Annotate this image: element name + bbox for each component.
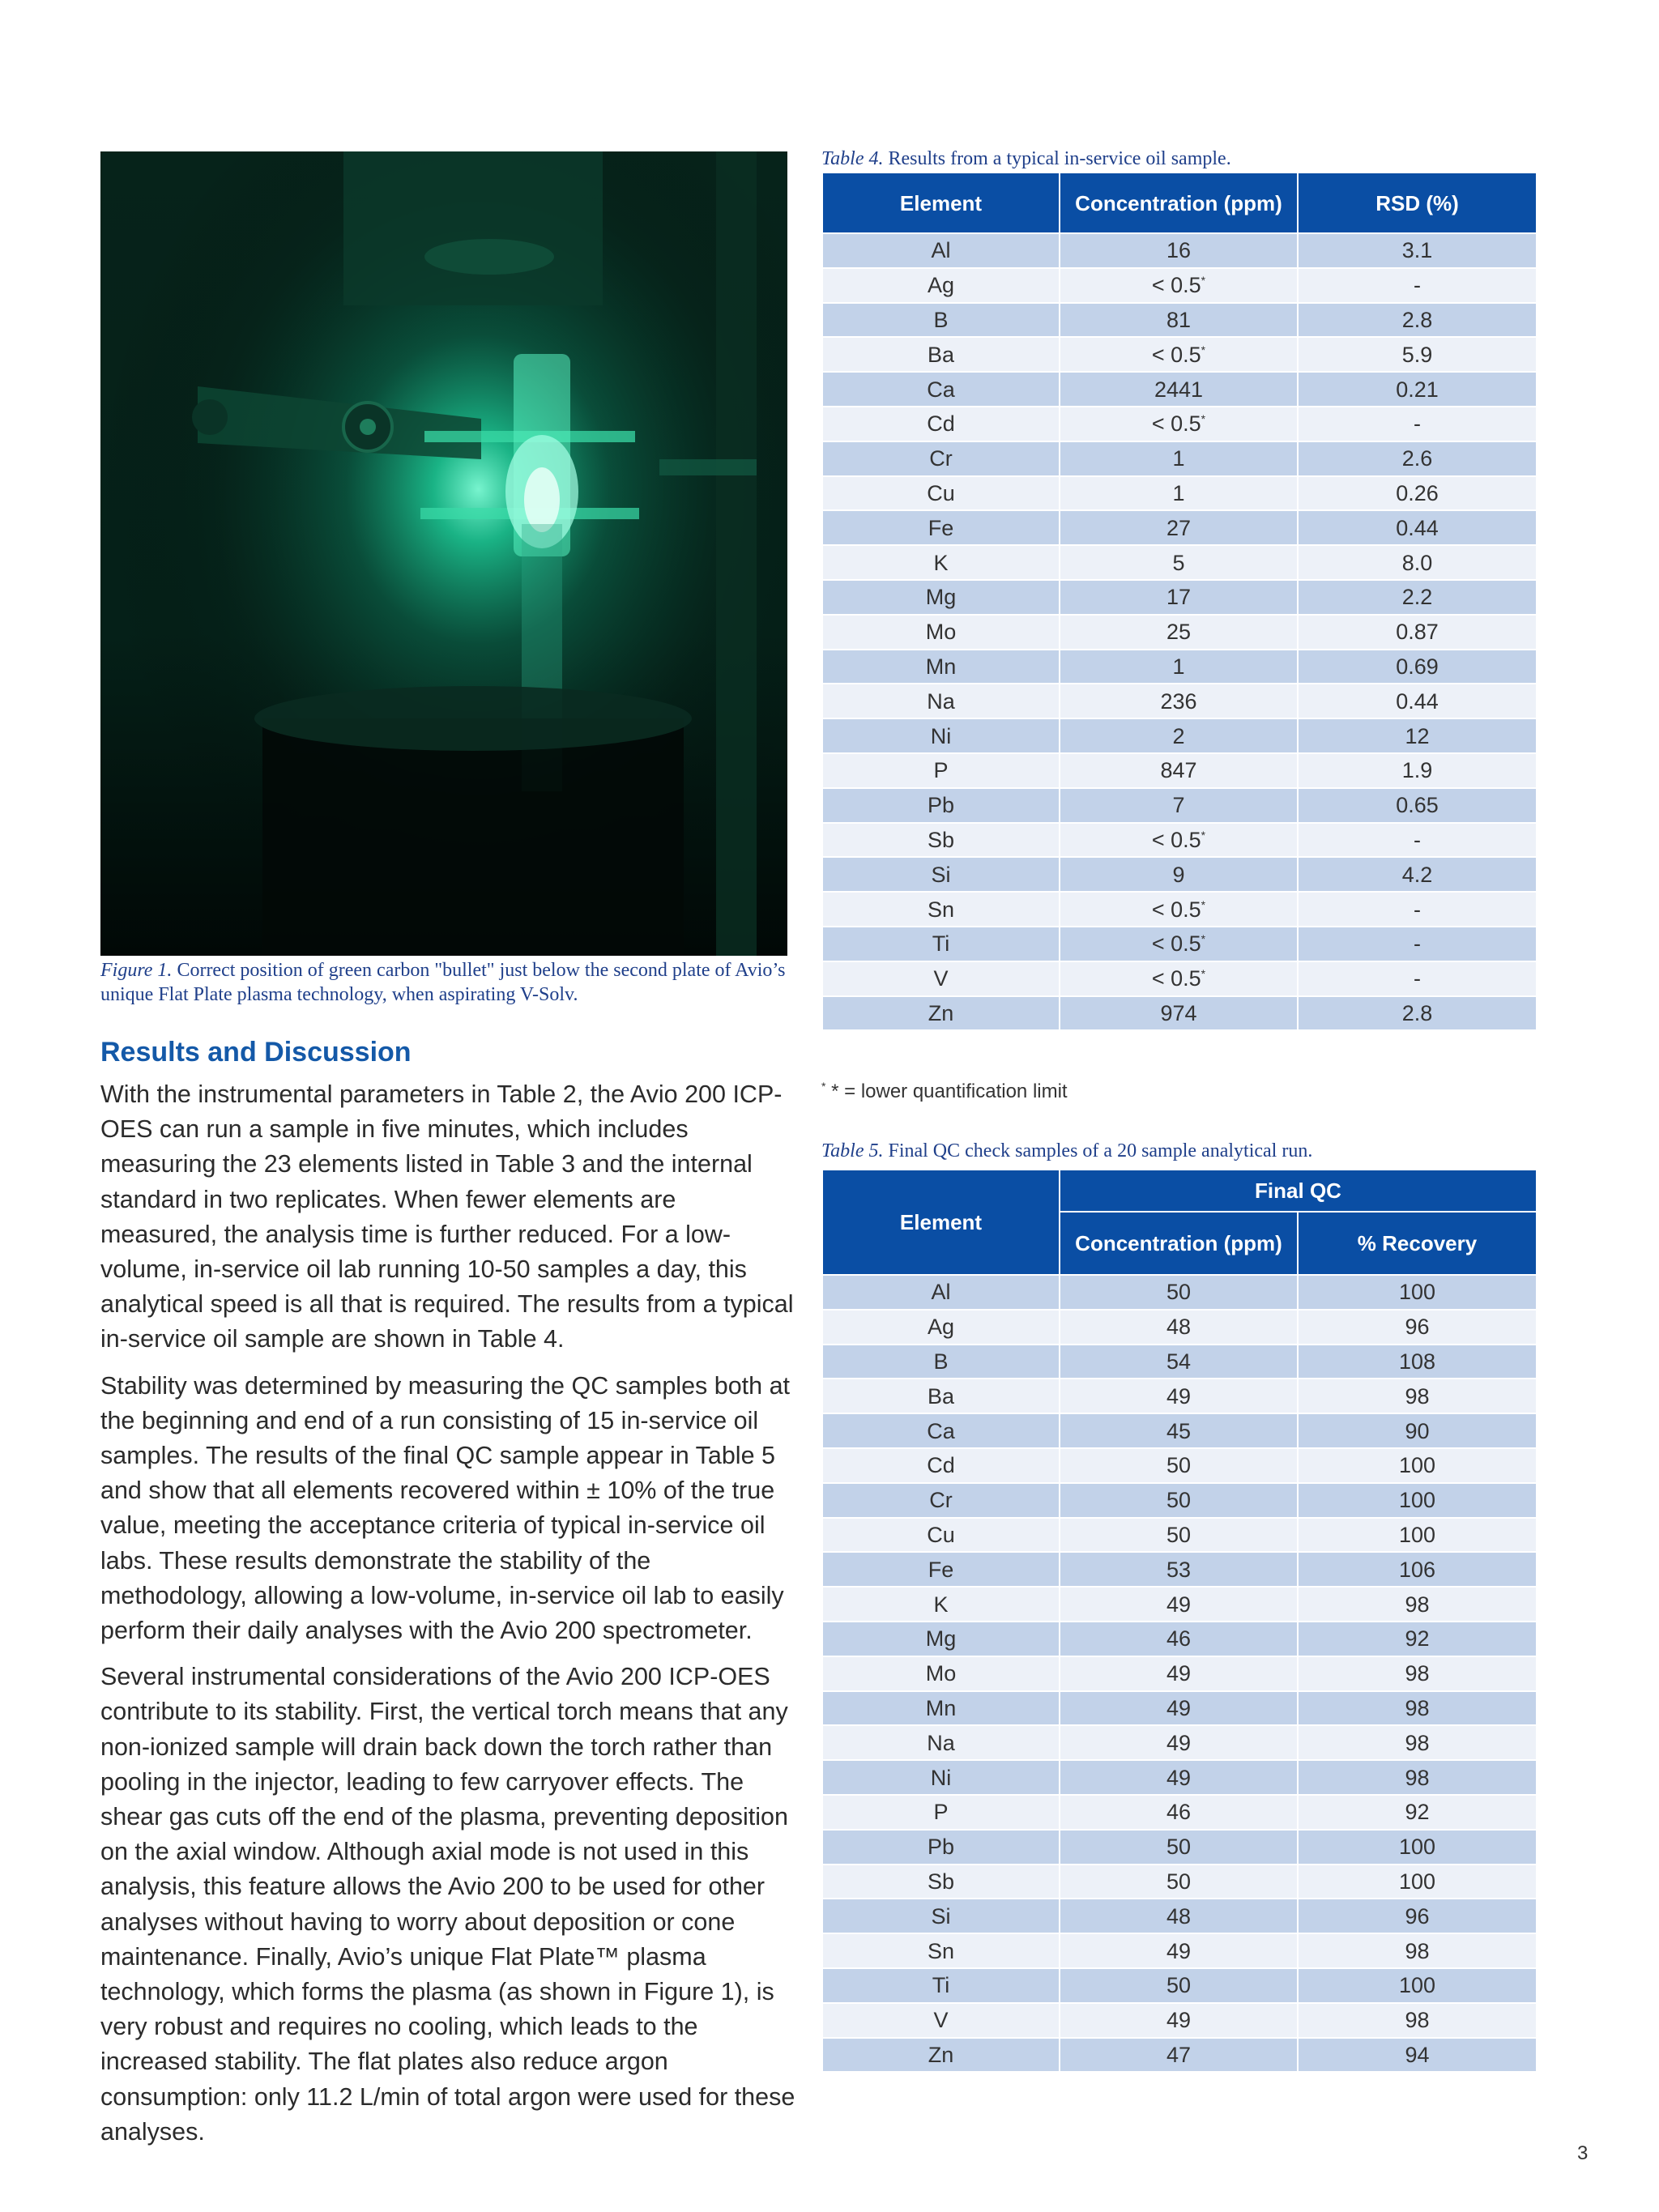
table-cell: Mn xyxy=(822,650,1060,684)
table-cell: 50 xyxy=(1060,1518,1298,1553)
table-cell: Cd xyxy=(822,1448,1060,1483)
table-row xyxy=(822,1795,1537,1830)
table-cell: 5.9 xyxy=(1298,337,1537,372)
table-cell: 50 xyxy=(1060,1448,1298,1483)
table-cell: V xyxy=(822,961,1060,996)
figure-1-caption-text: Correct position of green carbon "bullet" just below the second plate of Avio’s unique Flat Plate plasma technology, when aspirating V-Solv. xyxy=(100,960,786,1005)
table-4-header-element: Element xyxy=(822,173,1060,233)
table-row xyxy=(822,372,1537,407)
table-cell: Sb xyxy=(822,1865,1060,1899)
table-row xyxy=(822,615,1537,650)
table-cell: Ca xyxy=(822,1413,1060,1448)
table-row xyxy=(822,1310,1537,1345)
table-cell: - xyxy=(1298,892,1537,927)
table-cell: 100 xyxy=(1298,1275,1537,1310)
table-4-header-concentration: Concentration (ppm) xyxy=(1060,173,1298,233)
table-4-caption xyxy=(821,147,1231,171)
table-cell: 7 xyxy=(1060,788,1298,823)
table-row xyxy=(822,545,1537,580)
table-cell: Fe xyxy=(822,1552,1060,1587)
table-5-body xyxy=(822,1275,1537,2072)
table-cell: 17 xyxy=(1060,580,1298,615)
table-cell: 1.9 xyxy=(1298,753,1537,788)
table-5-caption-label: Table 5. xyxy=(821,1140,884,1161)
table-cell: 5 xyxy=(1060,545,1298,580)
table-cell: 106 xyxy=(1298,1552,1537,1587)
table-cell: 49 xyxy=(1060,1656,1298,1691)
table-cell: K xyxy=(822,1587,1060,1622)
table-cell: 2 xyxy=(1060,718,1298,753)
table-4-caption-label: Table 4. xyxy=(821,148,884,169)
table-cell: P xyxy=(822,1795,1060,1830)
table-cell: 46 xyxy=(1060,1795,1298,1830)
paragraph: Stability was determined by measuring the QC samples both at the beginning and end of a run consisting of 15 in-service oil samples. The results of the final QC sample appear in Table 5 and show that all elements recovered within ± 10% of the true value, meeting the acceptance criteria of typical in-service oil labs. These results demonstrate the stability of the methodology, allowing a low-volume, in-service oil lab to easily perform their daily analyses with the Avio 200 spectrometer. xyxy=(100,1371,791,1645)
table-cell: 53 xyxy=(1060,1552,1298,1587)
table-cell: 47 xyxy=(1060,2038,1298,2073)
table-row xyxy=(822,1968,1537,2003)
table-row xyxy=(822,1413,1537,1448)
figure-1-caption xyxy=(100,958,787,1007)
table-row xyxy=(822,1345,1537,1379)
table-cell: 49 xyxy=(1060,1379,1298,1413)
table-cell: B xyxy=(822,1345,1060,1379)
figure-1-caption-label: Figure 1. xyxy=(100,960,173,981)
table-cell: Sn xyxy=(822,1933,1060,1968)
table-cell: < 0.5* xyxy=(1060,268,1298,303)
table-cell: 49 xyxy=(1060,1691,1298,1726)
table-row xyxy=(822,1760,1537,1795)
table-cell: 25 xyxy=(1060,615,1298,650)
table-cell: Pb xyxy=(822,1830,1060,1865)
table-cell: 2.2 xyxy=(1298,580,1537,615)
table-row xyxy=(822,823,1537,858)
table-cell: Ni xyxy=(822,718,1060,753)
table-cell: Ti xyxy=(822,1968,1060,2003)
table-cell: Pb xyxy=(822,788,1060,823)
table-cell: Sb xyxy=(822,823,1060,858)
paragraph: Several instrumental considerations of the Avio 200 ICP-OES contribute to its stability. First, the vertical torch means that any non-ionized sample will drain back down the torch rather than pooling in the injector, leading to few carryover effects. The shear gas cuts off the end of the plasma, preventing deposition on the axial window. Although axial mode is not used in this analysis, this feature allows the Avio 200 to be used for other analyses without having to worry about deposition or cone maintenance. Finally, Avio’s unique Flat Plate™ plasma technology, which forms the plasma (as shown in Figure 1), is very robust and requires no cooling, which leads to the increased stability. The flat plates also reduce argon consumption: only 11.2 L/min of total argon were used for these analyses. xyxy=(100,1663,795,2146)
table-4 xyxy=(821,172,1537,1031)
table-cell: Mg xyxy=(822,580,1060,615)
table-cell: 100 xyxy=(1298,1830,1537,1865)
table-cell: Ca xyxy=(822,372,1060,407)
table-cell: 236 xyxy=(1060,684,1298,718)
table-cell: 50 xyxy=(1060,1275,1298,1310)
table-row xyxy=(822,268,1537,303)
table-cell: 50 xyxy=(1060,1865,1298,1899)
table-5-header-concentration: Concentration (ppm) xyxy=(1060,1212,1298,1275)
table-cell: 1 xyxy=(1060,476,1298,511)
table-cell: 9 xyxy=(1060,857,1298,892)
section-body xyxy=(100,1077,797,2161)
table-5-caption xyxy=(821,1139,1312,1163)
table-row xyxy=(822,510,1537,545)
table-cell: 2.6 xyxy=(1298,441,1537,476)
table-row xyxy=(822,753,1537,788)
table-row xyxy=(822,1656,1537,1691)
section-heading: Results and Discussion xyxy=(100,1037,412,1068)
table-cell: 98 xyxy=(1298,1933,1537,1968)
table-cell: Si xyxy=(822,1899,1060,1933)
table-cell: Ba xyxy=(822,337,1060,372)
table-row xyxy=(822,441,1537,476)
table-cell: - xyxy=(1298,823,1537,858)
table-row xyxy=(822,1552,1537,1587)
table-cell: Si xyxy=(822,857,1060,892)
table-row xyxy=(822,303,1537,338)
table-cell: Ba xyxy=(822,1379,1060,1413)
table-cell: 50 xyxy=(1060,1483,1298,1518)
table-cell: 50 xyxy=(1060,1968,1298,2003)
table-row xyxy=(822,1865,1537,1899)
table-4-caption-text: Results from a typical in-service oil sample. xyxy=(888,148,1231,169)
table-row xyxy=(822,961,1537,996)
table-row xyxy=(822,337,1537,372)
table-cell: 0.21 xyxy=(1298,372,1537,407)
figure-1-photo xyxy=(100,151,787,956)
table-cell: P xyxy=(822,753,1060,788)
table-cell: 0.65 xyxy=(1298,788,1537,823)
table-row xyxy=(822,1725,1537,1760)
table-cell: Na xyxy=(822,684,1060,718)
table-row xyxy=(822,233,1537,268)
table-row xyxy=(822,1899,1537,1933)
table-cell: - xyxy=(1298,961,1537,996)
table-cell: Ag xyxy=(822,268,1060,303)
table-cell: 3.1 xyxy=(1298,233,1537,268)
table-cell: Mo xyxy=(822,1656,1060,1691)
table-row xyxy=(822,1933,1537,1968)
table-cell: 16 xyxy=(1060,233,1298,268)
table-cell: 45 xyxy=(1060,1413,1298,1448)
table-cell: 2.8 xyxy=(1298,996,1537,1031)
table-cell: Cr xyxy=(822,441,1060,476)
table-row xyxy=(822,718,1537,753)
table-cell: 49 xyxy=(1060,1587,1298,1622)
table-cell: - xyxy=(1298,268,1537,303)
table-cell: 2.8 xyxy=(1298,303,1537,338)
table-cell: 50 xyxy=(1060,1830,1298,1865)
table-cell: < 0.5* xyxy=(1060,961,1298,996)
table-cell: < 0.5* xyxy=(1060,927,1298,961)
table-row xyxy=(822,684,1537,718)
table-row xyxy=(822,1483,1537,1518)
table-row xyxy=(822,476,1537,511)
table-4-body xyxy=(822,233,1537,1030)
table-cell: 847 xyxy=(1060,753,1298,788)
table-cell: 49 xyxy=(1060,1933,1298,1968)
table-cell: 49 xyxy=(1060,1760,1298,1795)
table-cell: 0.44 xyxy=(1298,510,1537,545)
table-cell: Fe xyxy=(822,510,1060,545)
table-cell: Cd xyxy=(822,407,1060,441)
table-cell: 90 xyxy=(1298,1413,1537,1448)
paragraph: With the instrumental parameters in Table 2, the Avio 200 ICP-OES can run a sample in five minutes, which includes measuring the 23 elements listed in Table 3 and the internal standard in two replicates. When fewer elements are measured, the analysis time is further reduced. For a low-volume, in-service oil lab running 10-50 samples a day, this analytical speed is all that is required. The results from a typical in-service oil sample are shown in Table 4. xyxy=(100,1080,794,1353)
table-cell: Al xyxy=(822,1275,1060,1310)
table-cell: 46 xyxy=(1060,1622,1298,1656)
table-cell: Cr xyxy=(822,1483,1060,1518)
table-cell: < 0.5* xyxy=(1060,407,1298,441)
table-cell: < 0.5* xyxy=(1060,892,1298,927)
table-cell: Mn xyxy=(822,1691,1060,1726)
table-cell: Al xyxy=(822,233,1060,268)
table-4-footnote: * * = lower quantification limit xyxy=(821,1080,1068,1102)
table-cell: 98 xyxy=(1298,1379,1537,1413)
table-cell: 974 xyxy=(1060,996,1298,1031)
table-cell: 100 xyxy=(1298,1865,1537,1899)
table-cell: 98 xyxy=(1298,2003,1537,2038)
table-row xyxy=(822,996,1537,1031)
table-row xyxy=(822,1379,1537,1413)
table-row xyxy=(822,1622,1537,1656)
table-cell: 2441 xyxy=(1060,372,1298,407)
table-cell: V xyxy=(822,2003,1060,2038)
table-row xyxy=(822,580,1537,615)
table-cell: 49 xyxy=(1060,1725,1298,1760)
table-cell: 49 xyxy=(1060,2003,1298,2038)
table-cell: Zn xyxy=(822,2038,1060,2073)
table-cell: 1 xyxy=(1060,650,1298,684)
plasma-torch-image xyxy=(100,151,787,956)
table-row xyxy=(822,2038,1537,2073)
table-cell: Mo xyxy=(822,615,1060,650)
table-cell: - xyxy=(1298,927,1537,961)
table-row xyxy=(822,857,1537,892)
table-cell: 0.69 xyxy=(1298,650,1537,684)
table-row xyxy=(822,407,1537,441)
table-cell: 98 xyxy=(1298,1691,1537,1726)
table-4-footnote-text: * = lower quantification limit xyxy=(831,1080,1068,1102)
table-cell: 81 xyxy=(1060,303,1298,338)
table-5-header-group: Final QC xyxy=(1060,1170,1537,1212)
table-cell: 108 xyxy=(1298,1345,1537,1379)
table-row xyxy=(822,1830,1537,1865)
table-row xyxy=(822,1691,1537,1726)
table-row xyxy=(822,1518,1537,1553)
table-cell: 1 xyxy=(1060,441,1298,476)
table-row xyxy=(822,1587,1537,1622)
table-row xyxy=(822,788,1537,823)
table-5 xyxy=(821,1169,1537,2073)
table-row xyxy=(822,927,1537,961)
table-cell: - xyxy=(1298,407,1537,441)
table-cell: Mg xyxy=(822,1622,1060,1656)
table-cell: 48 xyxy=(1060,1899,1298,1933)
table-5-caption-text: Final QC check samples of a 20 sample analytical run. xyxy=(888,1140,1313,1161)
table-cell: Ni xyxy=(822,1760,1060,1795)
table-cell: 27 xyxy=(1060,510,1298,545)
table-cell: Cu xyxy=(822,476,1060,511)
table-cell: Ti xyxy=(822,927,1060,961)
table-cell: 98 xyxy=(1298,1587,1537,1622)
table-row xyxy=(822,892,1537,927)
table-cell: 0.26 xyxy=(1298,476,1537,511)
table-cell: 0.87 xyxy=(1298,615,1537,650)
table-row xyxy=(822,2003,1537,2038)
table-5-header-recovery: % Recovery xyxy=(1298,1212,1537,1275)
table-cell: < 0.5* xyxy=(1060,823,1298,858)
table-cell: 48 xyxy=(1060,1310,1298,1345)
table-cell: Ag xyxy=(822,1310,1060,1345)
table-cell: 100 xyxy=(1298,1968,1537,2003)
table-cell: 12 xyxy=(1298,718,1537,753)
table-cell: 98 xyxy=(1298,1760,1537,1795)
table-4-header-rsd: RSD (%) xyxy=(1298,173,1537,233)
page-number: 3 xyxy=(1577,2142,1589,2164)
table-cell: 0.44 xyxy=(1298,684,1537,718)
table-row xyxy=(822,1448,1537,1483)
table-5-header-element: Element xyxy=(822,1170,1060,1275)
table-cell: Sn xyxy=(822,892,1060,927)
table-cell: 100 xyxy=(1298,1448,1537,1483)
table-cell: 54 xyxy=(1060,1345,1298,1379)
table-cell: K xyxy=(822,545,1060,580)
table-cell: 98 xyxy=(1298,1656,1537,1691)
table-cell: 96 xyxy=(1298,1310,1537,1345)
table-row xyxy=(822,650,1537,684)
table-cell: 100 xyxy=(1298,1483,1537,1518)
table-cell: B xyxy=(822,303,1060,338)
table-cell: < 0.5* xyxy=(1060,337,1298,372)
table-cell: 100 xyxy=(1298,1518,1537,1553)
table-cell: Cu xyxy=(822,1518,1060,1553)
table-cell: 92 xyxy=(1298,1622,1537,1656)
table-cell: 4.2 xyxy=(1298,857,1537,892)
table-cell: Zn xyxy=(822,996,1060,1031)
table-cell: 92 xyxy=(1298,1795,1537,1830)
table-cell: 8.0 xyxy=(1298,545,1537,580)
table-cell: 94 xyxy=(1298,2038,1537,2073)
table-row xyxy=(822,1275,1537,1310)
table-cell: 98 xyxy=(1298,1725,1537,1760)
table-cell: 96 xyxy=(1298,1899,1537,1933)
table-cell: Na xyxy=(822,1725,1060,1760)
